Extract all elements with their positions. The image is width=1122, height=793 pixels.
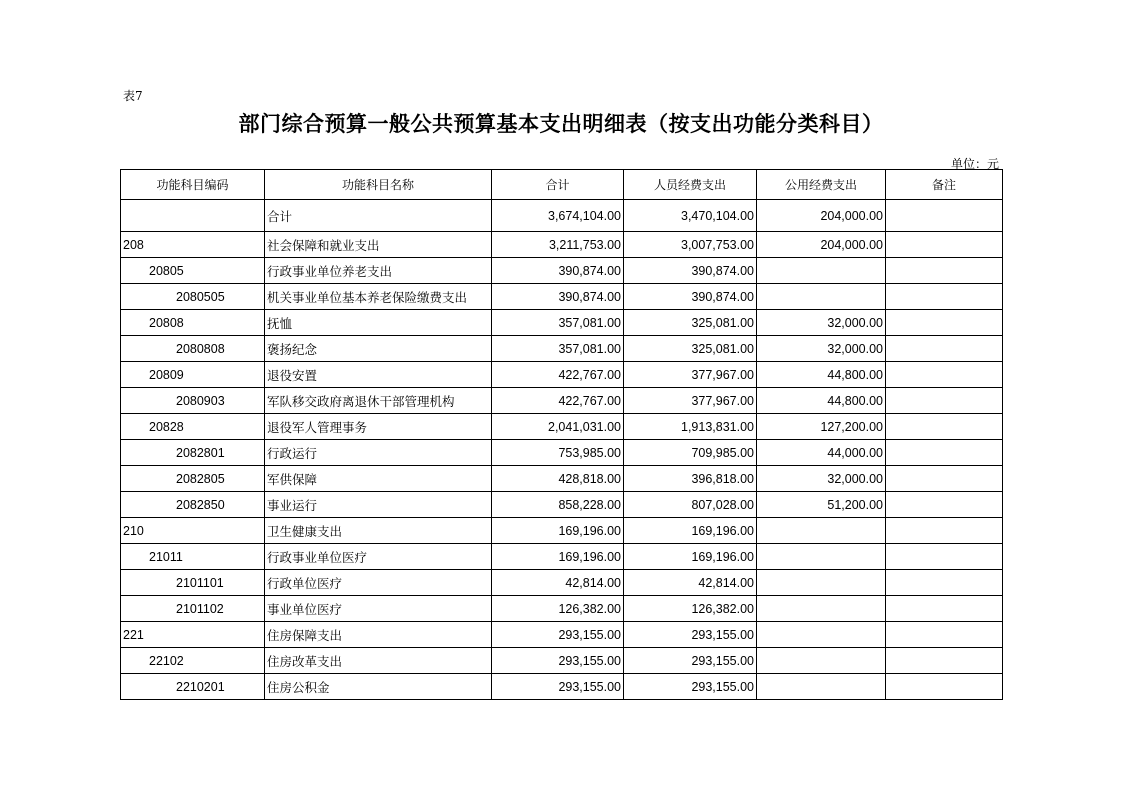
table-row: [121, 336, 1003, 362]
cell-name: 机关事业单位基本养老保险缴费支出: [265, 284, 492, 310]
cell-name: 住房保障支出: [265, 622, 492, 648]
cell-public: [757, 648, 886, 674]
cell-total: 357,081.00: [492, 310, 624, 336]
cell-note: [886, 232, 1003, 258]
table-row: [121, 544, 1003, 570]
cell-code: 20828: [121, 414, 265, 440]
cell-personnel: 293,155.00: [624, 648, 757, 674]
cell-total: 42,814.00: [492, 570, 624, 596]
cell-note: [886, 570, 1003, 596]
cell-code: 2101102: [121, 596, 265, 622]
table-row: [121, 570, 1003, 596]
table-row: [121, 414, 1003, 440]
cell-total: 422,767.00: [492, 388, 624, 414]
cell-code: 2080505: [121, 284, 265, 310]
cell-personnel: 325,081.00: [624, 336, 757, 362]
cell-total: 428,818.00: [492, 466, 624, 492]
cell-personnel: 126,382.00: [624, 596, 757, 622]
cell-code: 2080903: [121, 388, 265, 414]
cell-name: 住房改革支出: [265, 648, 492, 674]
cell-total: 753,985.00: [492, 440, 624, 466]
cell-public: [757, 596, 886, 622]
cell-total: 2,041,031.00: [492, 414, 624, 440]
table-row: [121, 596, 1003, 622]
cell-total: 169,196.00: [492, 518, 624, 544]
cell-name: 退役军人管理事务: [265, 414, 492, 440]
cell-personnel: 390,874.00: [624, 284, 757, 310]
cell-total: 858,228.00: [492, 492, 624, 518]
budget-table: [120, 169, 1003, 700]
cell-personnel: 390,874.00: [624, 258, 757, 284]
cell-public: [757, 518, 886, 544]
table-row: [121, 466, 1003, 492]
cell-total: 422,767.00: [492, 362, 624, 388]
cell-name: 行政事业单位养老支出: [265, 258, 492, 284]
cell-note: [886, 492, 1003, 518]
table-number-label: 表7: [123, 89, 143, 103]
cell-public: 204,000.00: [757, 232, 886, 258]
cell-total: 169,196.00: [492, 544, 624, 570]
cell-code: 2082801: [121, 440, 265, 466]
cell-note: [886, 284, 1003, 310]
cell-personnel: 377,967.00: [624, 388, 757, 414]
cell-code: 2080808: [121, 336, 265, 362]
cell-name: 抚恤: [265, 310, 492, 336]
cell-code: 2101101: [121, 570, 265, 596]
cell-code: 2082850: [121, 492, 265, 518]
page-title: 部门综合预算一般公共预算基本支出明细表（按支出功能分类科目）: [238, 112, 884, 136]
table-row: [121, 362, 1003, 388]
cell-note: [886, 200, 1003, 232]
cell-public: 204,000.00: [757, 200, 886, 232]
cell-personnel: 396,818.00: [624, 466, 757, 492]
cell-public: [757, 284, 886, 310]
cell-note: [886, 596, 1003, 622]
cell-code: 20805: [121, 258, 265, 284]
cell-code: 221: [121, 622, 265, 648]
unit-label: 单位：元: [950, 157, 999, 171]
cell-name: 军供保障: [265, 466, 492, 492]
cell-public: 51,200.00: [757, 492, 886, 518]
table-row: [121, 388, 1003, 414]
table-row: [121, 310, 1003, 336]
cell-public: 127,200.00: [757, 414, 886, 440]
cell-note: [886, 310, 1003, 336]
cell-personnel: 325,081.00: [624, 310, 757, 336]
cell-name: 褒扬纪念: [265, 336, 492, 362]
column-header-name: 功能科目名称: [265, 170, 492, 200]
cell-total: 126,382.00: [492, 596, 624, 622]
cell-personnel: 3,007,753.00: [624, 232, 757, 258]
cell-code: 208: [121, 232, 265, 258]
column-header-code: 功能科目编码: [121, 170, 265, 200]
cell-code: 22102: [121, 648, 265, 674]
cell-public: [757, 570, 886, 596]
cell-note: [886, 674, 1003, 700]
cell-name: 退役安置: [265, 362, 492, 388]
cell-name: 事业运行: [265, 492, 492, 518]
cell-public: [757, 258, 886, 284]
cell-note: [886, 388, 1003, 414]
table-row: [121, 648, 1003, 674]
cell-total: 3,674,104.00: [492, 200, 624, 232]
cell-total: 390,874.00: [492, 258, 624, 284]
cell-public: 32,000.00: [757, 336, 886, 362]
cell-name: 事业单位医疗: [265, 596, 492, 622]
cell-code: 2210201: [121, 674, 265, 700]
cell-code: 21011: [121, 544, 265, 570]
cell-public: 44,800.00: [757, 388, 886, 414]
cell-total: 357,081.00: [492, 336, 624, 362]
cell-total: 390,874.00: [492, 284, 624, 310]
cell-total: 293,155.00: [492, 674, 624, 700]
cell-name: 住房公积金: [265, 674, 492, 700]
cell-note: [886, 336, 1003, 362]
cell-code: [121, 200, 265, 232]
cell-public: [757, 622, 886, 648]
table-row: [121, 518, 1003, 544]
cell-public: 44,000.00: [757, 440, 886, 466]
cell-public: 32,000.00: [757, 466, 886, 492]
cell-personnel: 42,814.00: [624, 570, 757, 596]
cell-personnel: 709,985.00: [624, 440, 757, 466]
cell-name: 军队移交政府离退休干部管理机构: [265, 388, 492, 414]
cell-code: 210: [121, 518, 265, 544]
cell-name: 合计: [265, 200, 492, 232]
cell-public: 44,800.00: [757, 362, 886, 388]
cell-code: 20809: [121, 362, 265, 388]
table-row: [121, 622, 1003, 648]
cell-public: 32,000.00: [757, 310, 886, 336]
column-header-public: 公用经费支出: [757, 170, 886, 200]
table-row: [121, 284, 1003, 310]
table-row: [121, 232, 1003, 258]
cell-personnel: 3,470,104.00: [624, 200, 757, 232]
cell-note: [886, 518, 1003, 544]
column-header-personnel: 人员经费支出: [624, 170, 757, 200]
cell-code: 20808: [121, 310, 265, 336]
cell-note: [886, 362, 1003, 388]
cell-public: [757, 674, 886, 700]
cell-total: 293,155.00: [492, 648, 624, 674]
cell-personnel: 807,028.00: [624, 492, 757, 518]
cell-name: 行政事业单位医疗: [265, 544, 492, 570]
cell-personnel: 377,967.00: [624, 362, 757, 388]
table-row: [121, 492, 1003, 518]
cell-personnel: 169,196.00: [624, 518, 757, 544]
cell-note: [886, 622, 1003, 648]
table-body: [121, 200, 1003, 700]
cell-personnel: 293,155.00: [624, 622, 757, 648]
cell-note: [886, 414, 1003, 440]
cell-total: 293,155.00: [492, 622, 624, 648]
cell-public: [757, 544, 886, 570]
cell-personnel: 1,913,831.00: [624, 414, 757, 440]
cell-note: [886, 648, 1003, 674]
table-row: [121, 200, 1003, 232]
cell-name: 社会保障和就业支出: [265, 232, 492, 258]
table-row: [121, 440, 1003, 466]
cell-note: [886, 258, 1003, 284]
cell-personnel: 293,155.00: [624, 674, 757, 700]
cell-name: 行政单位医疗: [265, 570, 492, 596]
cell-personnel: 169,196.00: [624, 544, 757, 570]
cell-name: 行政运行: [265, 440, 492, 466]
cell-note: [886, 440, 1003, 466]
cell-code: 2082805: [121, 466, 265, 492]
cell-name: 卫生健康支出: [265, 518, 492, 544]
cell-note: [886, 466, 1003, 492]
table-header-row: [121, 170, 1003, 200]
cell-note: [886, 544, 1003, 570]
table-row: [121, 258, 1003, 284]
column-header-total: 合计: [492, 170, 624, 200]
cell-total: 3,211,753.00: [492, 232, 624, 258]
column-header-note: 备注: [886, 170, 1003, 200]
table-row: [121, 674, 1003, 700]
